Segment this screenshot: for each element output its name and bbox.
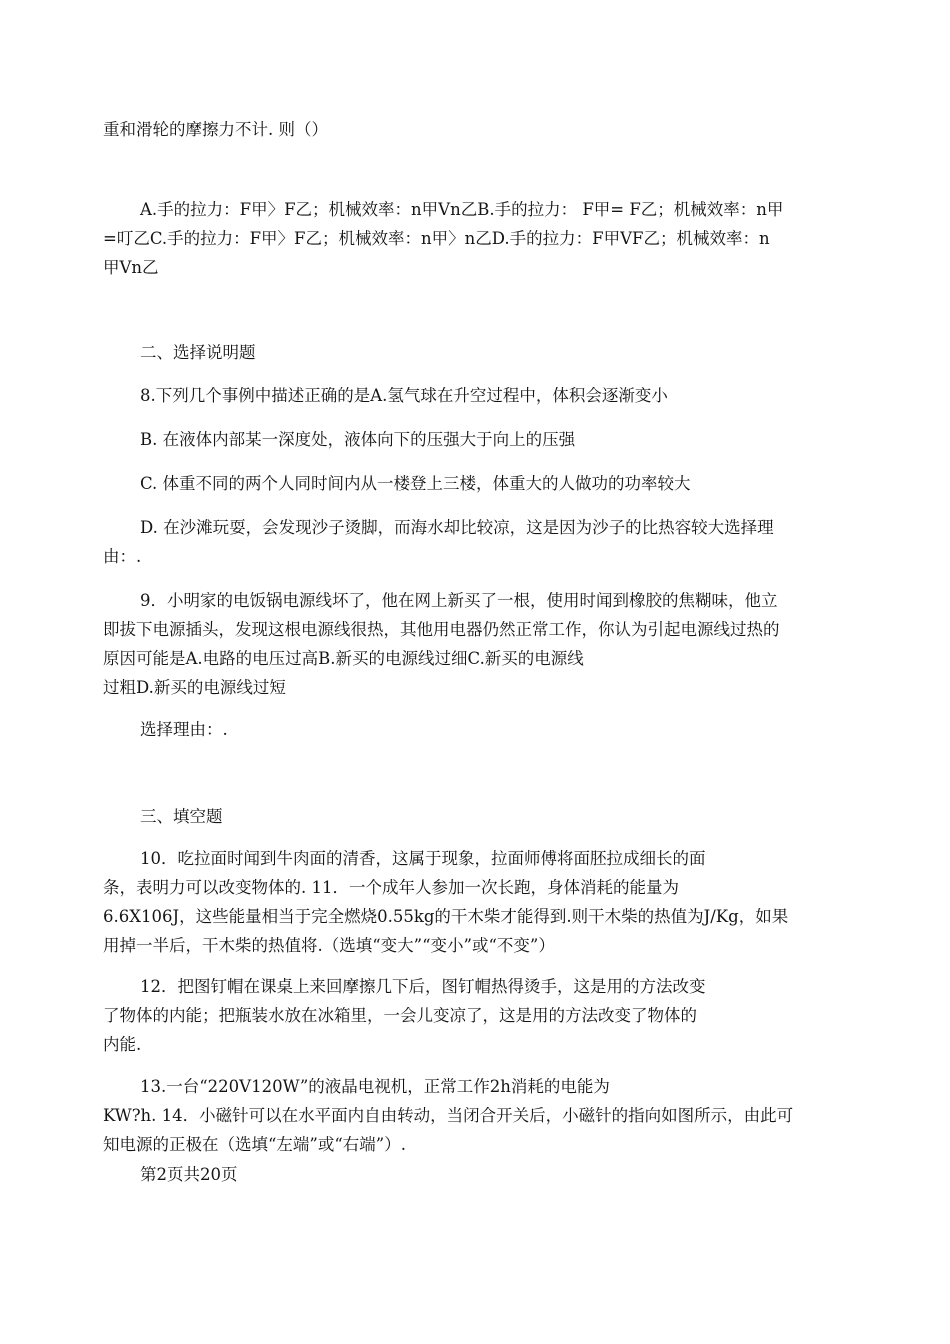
section-2-heading: 二、选择说明题: [140, 343, 256, 362]
q9-line3: 原因可能是A.电路的电压过高B.新买的电源线过细C.新买的电源线: [103, 649, 584, 668]
q9-reason: 选择理由：.: [140, 720, 228, 739]
q7-options-line3: 甲Vn乙: [103, 258, 159, 277]
q8-option-c: C. 体重不同的两个人同时间内从一楼登上三楼，体重大的人做功的功率较大: [140, 474, 691, 493]
q11-line1: 6.6X106J，这些能量相当于完全燃烧0.55kg的干木柴才能得到.则干木柴的热值为J/Kg，如果: [103, 907, 789, 926]
q9-line1: 9．小明家的电饭锅电源线坏了，他在网上新买了一根，使用时闻到橡胶的焦糊味，他立: [140, 591, 778, 610]
q8-stem: 8.下列几个事例中描述正确的是A.氢气球在升空过程中，体积会逐渐变小: [140, 386, 668, 405]
q14-line2: 知电源的正极在（选填“左端”或“右端”）.: [103, 1135, 406, 1154]
page-footer: 第2页共20页: [140, 1165, 238, 1184]
q8-reason: 由：.: [103, 547, 142, 566]
q7-options-line1: A.手的拉力：F甲〉F乙；机械效率：n甲Vn乙B.手的拉力： F甲= F乙；机械效率：n甲: [140, 200, 784, 219]
q7-stem-end: 重和滑轮的摩擦力不计. 则（）: [103, 120, 328, 139]
q10-line2: 条，表明力可以改变物体的. 11．一个成年人参加一次长跑，身体消耗的能量为: [103, 878, 679, 897]
q11-line2: 用掉一半后，干木柴的热值将.（选填“变大”“变小”或“不变”）: [103, 936, 555, 955]
q13-line1: 13.一台“220V120W”的液晶电视机，正常工作2h消耗的电能为: [140, 1077, 610, 1096]
q8-option-b: B. 在液体内部某一深度处，液体向下的压强大于向上的压强: [140, 430, 576, 449]
q7-options-line2: =叮乙C.手的拉力：F甲〉F乙；机械效率：n甲〉n乙D.手的拉力：F甲VF乙；机械效率：n: [103, 229, 770, 248]
q12-line2: 了物体的内能；把瓶装水放在冰箱里，一会儿变凉了，这是用的方法改变了物体的: [103, 1006, 697, 1025]
section-3-heading: 三、填空题: [140, 807, 223, 826]
q9-line2: 即拔下电源插头，发现这根电源线很热，其他用电器仍然正常工作，你认为引起电源线过热的: [103, 620, 780, 639]
q14-line1: KW?h. 14．小磁针可以在水平面内自由转动，当闭合开关后，小磁针的指向如图所示，由此可: [103, 1106, 794, 1125]
q12-line1: 12．把图钉帽在课桌上来回摩擦几下后，图钉帽热得烫手，这是用的方法改变: [140, 977, 706, 996]
q12-line3: 内能.: [103, 1035, 142, 1054]
q10-line1: 10．吃拉面时闻到牛肉面的清香，这属于现象，拉面师傅将面胚拉成细长的面: [140, 849, 706, 868]
q9-line4: 过粗D.新买的电源线过短: [103, 678, 286, 697]
q8-option-d: D. 在沙滩玩耍，会发现沙子烫脚，而海水却比较凉，这是因为沙子的比热容较大选择理: [140, 518, 774, 537]
